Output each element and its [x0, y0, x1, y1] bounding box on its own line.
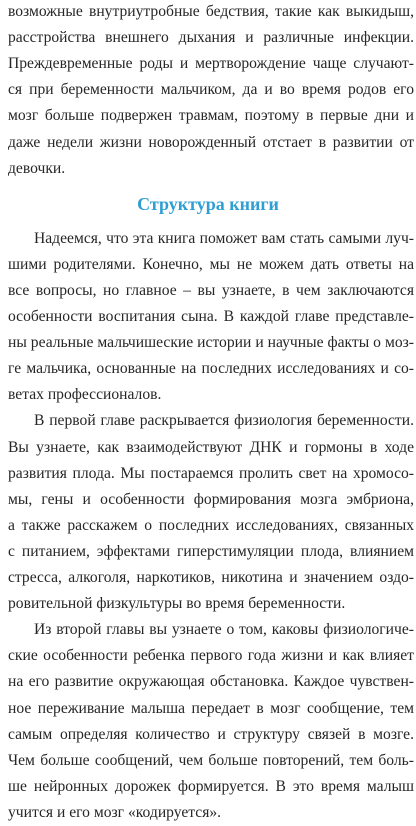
paragraph-1-line: шими родителями. Конечно, мы не можем дать ответы на: [8, 255, 414, 273]
paragraph-3-line: на его развитие окружающая обстановка. Каждое чувствен-: [8, 673, 414, 691]
paragraph-3-line: самым определяя количество и структуру связей в мозге.: [8, 725, 414, 743]
intro-line: возможные внутриутробные бедствия, такие как выкидыш,: [8, 3, 414, 20]
intro-line: ся при беременности мальчиком, да и во время родов его: [8, 81, 414, 99]
intro-line: мозг больше подвержен травмам, поэтому в первые дни и: [8, 107, 414, 125]
intro-line: Преждевременные роды и мертворождение чаще случают-: [8, 55, 414, 73]
paragraph-3-line: ские особенности ребенка первого года жизни и как влияет: [8, 647, 414, 665]
intro-line: расстройства внешнего дыхания и различные инфекции.: [8, 29, 414, 47]
paragraph-2-line: развития плода. Мы постараемся пролить свет на хромосо-: [8, 464, 414, 482]
paragraph-3-line: Чем больше сообщений, чем больше повторений, тем боль-: [8, 751, 414, 769]
paragraph-2-line: с питанием, эффектами гиперстимуляции плода, влиянием: [8, 542, 414, 560]
paragraph-2-line: стресса, алкоголя, наркотиков, никотина и значением оздо-: [8, 569, 414, 586]
paragraph-2-line: а также расскажем о последних исследованиях, связанных: [8, 516, 414, 534]
paragraph-2-line: В первой главе раскрывается физиология беременности.: [34, 412, 414, 430]
paragraph-1-line: ветах профессионалов.: [8, 386, 162, 404]
paragraph-3-line: Из второй главы вы узнаете о том, каковы физиологиче-: [34, 621, 414, 639]
paragraph-3-line: ше нейронных дорожек формируется. В это время малыш: [8, 777, 414, 795]
section-heading: Структура книги: [137, 193, 279, 214]
intro-line: девочки.: [8, 159, 66, 177]
paragraph-2-line: ровительной физкультуры во время беременности.: [8, 595, 346, 613]
paragraph-1-line: Надеемся, что эта книга поможет вам стать самыми луч-: [34, 229, 414, 247]
paragraph-2-line: мы, гены и особенности формирования мозга эмбриона,: [8, 490, 414, 508]
paragraph-3-line: учится и его мозг «кодируется».: [8, 803, 222, 821]
paragraph-1-line: ны реальные мальчишеские истории и научные факты о моз-: [8, 334, 414, 352]
paragraph-3-line: ное переживание малыша передает в мозг сообщение, тем: [8, 699, 414, 717]
paragraph-1-line: ге мальчика, основанные на последних исследованиях и со-: [8, 360, 414, 378]
paragraph-1-line: все вопросы, но главное – вы узнаете, в чем заключаются: [8, 281, 414, 299]
intro-line: даже недели жизни новорожденный отстает в развитии от: [8, 133, 414, 151]
paragraph-1-line: особенности воспитания сына. В каждой главе представле-: [8, 308, 414, 325]
paragraph-2-line: Вы узнаете, как взаимодействуют ДНК и гормоны в ходе: [8, 438, 414, 456]
